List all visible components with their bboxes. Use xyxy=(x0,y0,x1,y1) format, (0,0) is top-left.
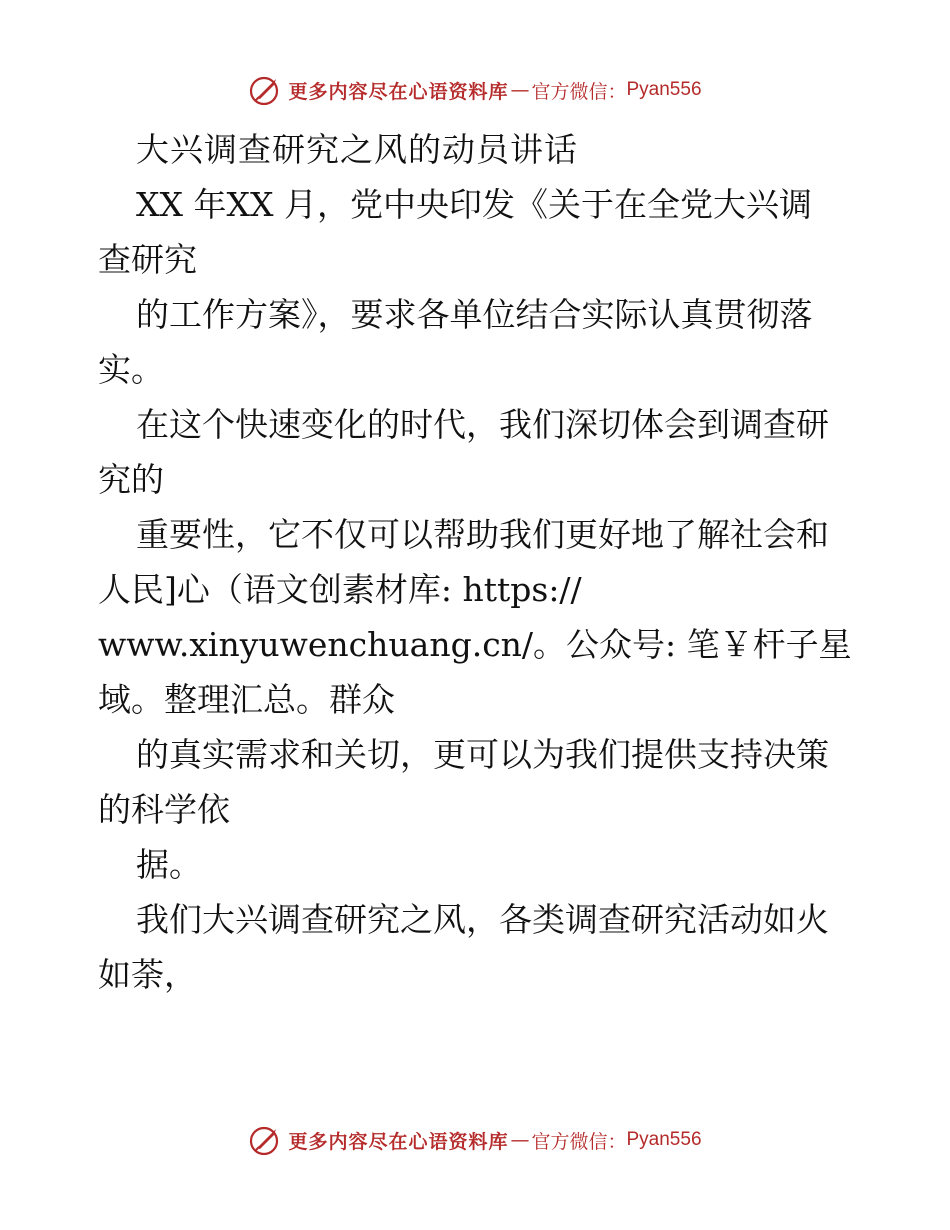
text-line: 的工作方案》，要求各单位结合实际认真贯彻落 xyxy=(136,295,813,334)
quill-pen-logo-icon xyxy=(248,73,282,107)
text-line: 人民]心（语文创素材库: https:// xyxy=(98,570,582,609)
text-line: 域。整理汇总。群众 xyxy=(98,680,395,719)
text-line: 查研究 xyxy=(98,240,197,279)
text-line: 重要性，它不仅可以帮助我们更好地了解社会和 xyxy=(136,515,829,554)
text-line: www.xinyuwenchuang.cn/。公众号: 笔￥杆子星 xyxy=(98,625,852,664)
quill-pen-logo-icon xyxy=(248,1123,282,1157)
separator: — xyxy=(510,1129,530,1151)
wechat-id: Pyan556 xyxy=(626,79,702,100)
text-line: 的科学依 xyxy=(98,790,230,829)
document-body xyxy=(98,122,868,1002)
text-line: 据。 xyxy=(136,845,202,884)
text-line: XX 年XX 月，党中央印发《关于在全党大兴调 xyxy=(136,185,812,224)
brand-text: 更多内容尽在心语资料库 xyxy=(288,80,509,103)
text-line: 我们大兴调查研究之风，各类调查研究活动如火 xyxy=(136,900,829,939)
separator: — xyxy=(510,79,530,101)
footer-banner xyxy=(0,1120,950,1160)
wechat-label: 官方微信： xyxy=(531,1130,627,1153)
text-line: 究的 xyxy=(98,460,164,499)
text-line: 如荼， xyxy=(98,955,197,994)
text-line: 在这个快速变化的时代，我们深切体会到调查研 xyxy=(136,405,829,444)
text-line: 实。 xyxy=(98,350,164,389)
text-line: 的真实需求和关切，更可以为我们提供支持决策 xyxy=(136,735,829,774)
document-title: 大兴调查研究之风的动员讲话 xyxy=(136,130,578,169)
header-banner xyxy=(0,70,950,110)
wechat-label: 官方微信： xyxy=(531,80,627,103)
brand-text: 更多内容尽在心语资料库 xyxy=(288,1130,509,1153)
wechat-id: Pyan556 xyxy=(626,1129,702,1150)
